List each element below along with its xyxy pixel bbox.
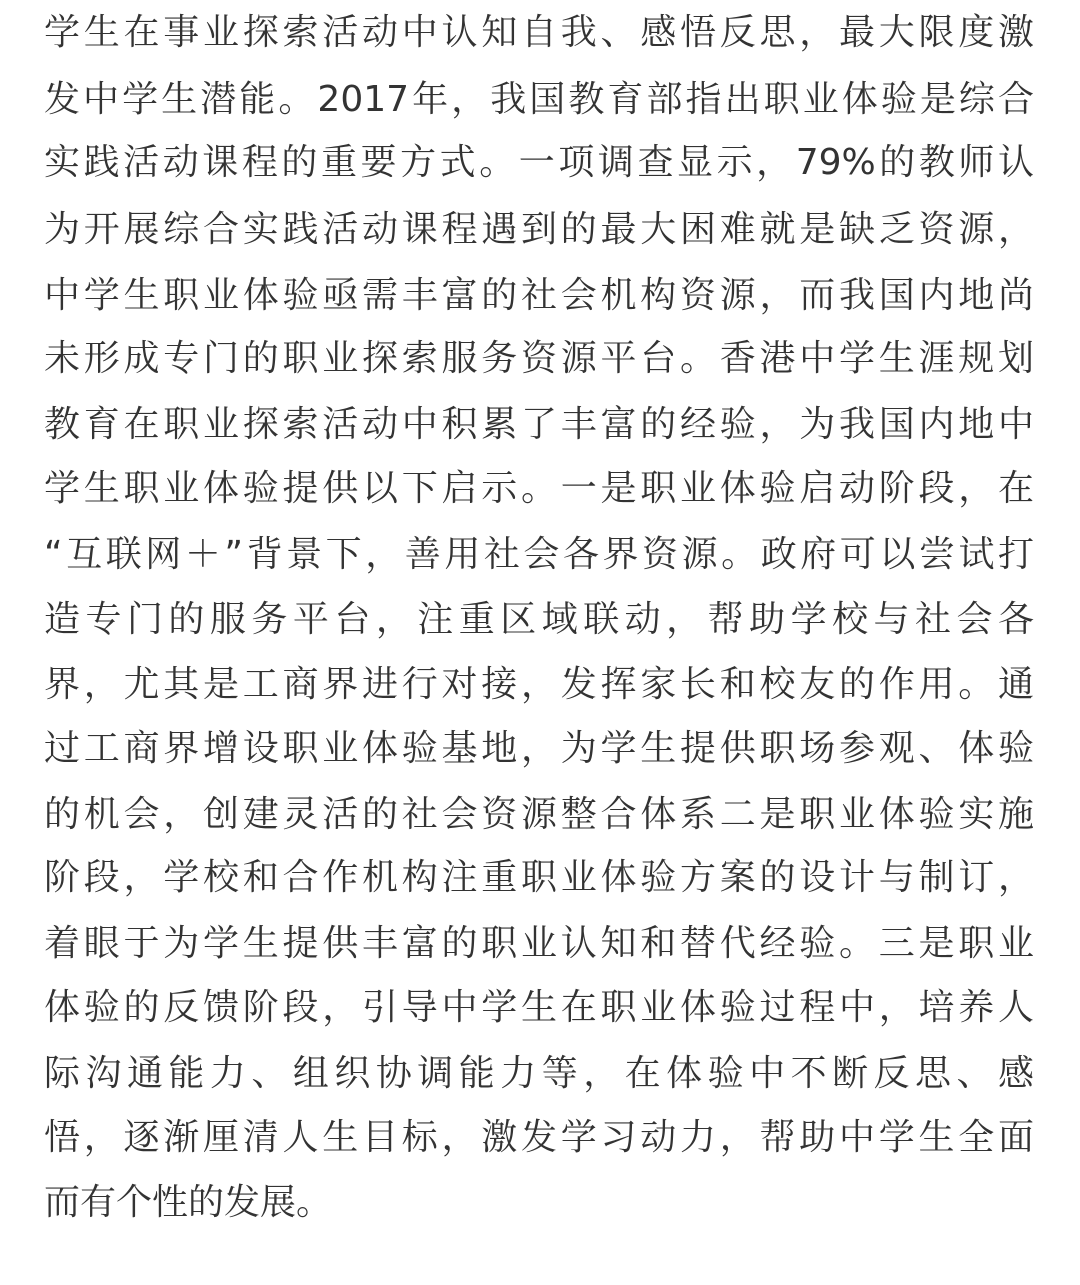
text-line: 实践活动课程的重要方式。一项调查显示，79%的教师认 [44, 142, 1034, 183]
text-line: 教育在职业探索活动中积累了丰富的经验，为我国内地中 [44, 404, 1034, 445]
text-line: 阶段，学校和合作机构注重职业体验方案的设计与制订， [44, 857, 1034, 898]
text-line: 造专门的服务平台，注重区域联动，帮助学校与社会各 [44, 599, 1034, 640]
text-line: “互联网＋”背景下，善用社会各界资源。政府可以尝试打 [44, 534, 1034, 575]
text-line: 学生职业体验提供以下启示。一是职业体验启动阶段，在 [44, 468, 1034, 509]
text-line: 为开展综合实践活动课程遇到的最大困难就是缺乏资源， [44, 209, 1034, 250]
text-line: 的机会，创建灵活的社会资源整合体系二是职业体验实施 [44, 794, 1034, 835]
text-line: 发中学生潜能。2017年，我国教育部指出职业体验是综合 [44, 79, 1034, 120]
text-line: 中学生职业体验亟需丰富的社会机构资源，而我国内地尚 [44, 275, 1034, 316]
text-line: 过工商界增设职业体验基地，为学生提供职场参观、体验 [44, 728, 1034, 769]
text-line: 而有个性的发展。 [44, 1182, 333, 1223]
text-line: 着眼于为学生提供丰富的职业认知和替代经验。三是职业 [44, 923, 1034, 964]
text-line: 学生在事业探索活动中认知自我、感悟反思，最大限度激 [44, 12, 1034, 53]
text-line: 界，尤其是工商界进行对接，发挥家长和校友的作用。通 [44, 664, 1034, 705]
text-line: 未形成专门的职业探索服务资源平台。香港中学生涯规划 [44, 338, 1034, 379]
text-line: 际沟通能力、组织协调能力等，在体验中不断反思、感 [44, 1053, 1034, 1094]
text-line: 悟，逐渐厘清人生目标，激发学习动力，帮助中学生全面 [44, 1117, 1034, 1158]
text-line: 体验的反馈阶段，引导中学生在职业体验过程中，培养人 [44, 987, 1034, 1028]
